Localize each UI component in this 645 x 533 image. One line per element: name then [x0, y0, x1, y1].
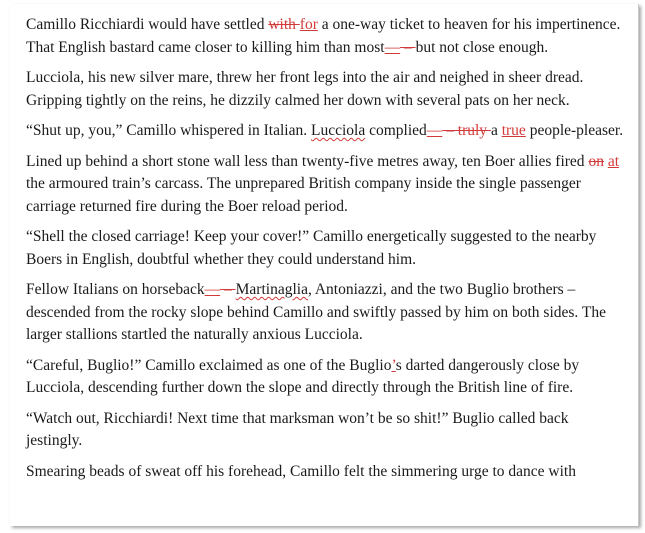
- paragraph[interactable]: [26, 120, 626, 143]
- text-run: a: [490, 122, 502, 139]
- text-run: “Shut up, you,” Camillo whispered in Italian.: [26, 122, 311, 139]
- text-run: “Shell the closed carriage! Keep your cover!” Camillo energetically suggested to the nearby Boers in English, doubtful whether they could understand him.: [26, 228, 597, 268]
- paragraph[interactable]: [26, 67, 626, 112]
- text-run: but not close enough.: [415, 38, 549, 56]
- text-run: , Antoniazzi, and the two Buglio brothers – descended from the rocky slope behind Camillo and swiftly passed by him on both sides. The larger stallions startled the naturally anxious Lucciola.: [26, 281, 607, 343]
- tracked-deletion: –: [400, 38, 416, 56]
- tracked-insertion: at: [607, 152, 619, 170]
- tracked-insertion: —: [426, 122, 443, 139]
- text-run: Camillo Ricchiardi would have settled: [26, 16, 269, 33]
- tracked-deletion: with: [268, 16, 300, 33]
- tracked-insertion: —: [384, 38, 401, 56]
- tracked-insertion: true: [501, 122, 526, 139]
- tracked-deletion: –: [220, 281, 236, 298]
- tracked-insertion: —: [204, 281, 221, 298]
- text-run: Lined up behind a short stone wall less than twenty-five metres away, ten Boer allies fired: [26, 152, 589, 170]
- paragraph[interactable]: [26, 279, 626, 347]
- paragraph[interactable]: [26, 461, 626, 484]
- text-run: Fellow Italians on horseback: [26, 281, 205, 298]
- text-run: Lucciola, his new silver mare, threw her front legs into the air and neighed in sheer dread. Gripping tightly on the reins, he dizzily calmed her down with several pats on her neck.: [26, 69, 584, 109]
- text-run: “Careful, Buglio!” Camillo exclaimed as one of the Buglio: [26, 356, 392, 374]
- text-run: complied: [365, 122, 427, 139]
- paragraph[interactable]: [26, 408, 626, 453]
- spelling-flag: Martinaglia: [235, 281, 308, 298]
- paragraph[interactable]: [26, 14, 626, 59]
- tracked-deletion: on: [588, 152, 604, 170]
- document-page: [10, 4, 639, 526]
- text-run: Smearing beads of sweat off his forehead, Camillo felt the simmering urge to dance with: [26, 462, 576, 480]
- tracked-deletion: – truly: [442, 122, 491, 139]
- paragraph[interactable]: [26, 226, 626, 271]
- text-run: s darted dangerously close by Lucciola, descending further down the slope and directly through the British line of fire.: [26, 356, 580, 396]
- paragraph[interactable]: [26, 355, 626, 400]
- paragraph[interactable]: [26, 151, 626, 219]
- text-run: people-pleaser.: [525, 122, 624, 139]
- tracked-insertion: for: [299, 16, 318, 33]
- document-body[interactable]: [26, 14, 626, 491]
- text-run: the armoured train’s carcass. The unprepared British company inside the single passenger carriage returned fire during the Boer reload period.: [26, 175, 581, 215]
- text-run: “Watch out, Ricchiardi! Next time that marksman won’t be so shit!” Buglio called back jestingly.: [26, 409, 569, 449]
- spelling-flag: Lucciola: [310, 122, 366, 139]
- text-run: a one-way ticket to heaven for his impertinence. That English bastard came closer to killing him than most: [26, 16, 621, 56]
- tracked-insertion: ’: [391, 356, 396, 374]
